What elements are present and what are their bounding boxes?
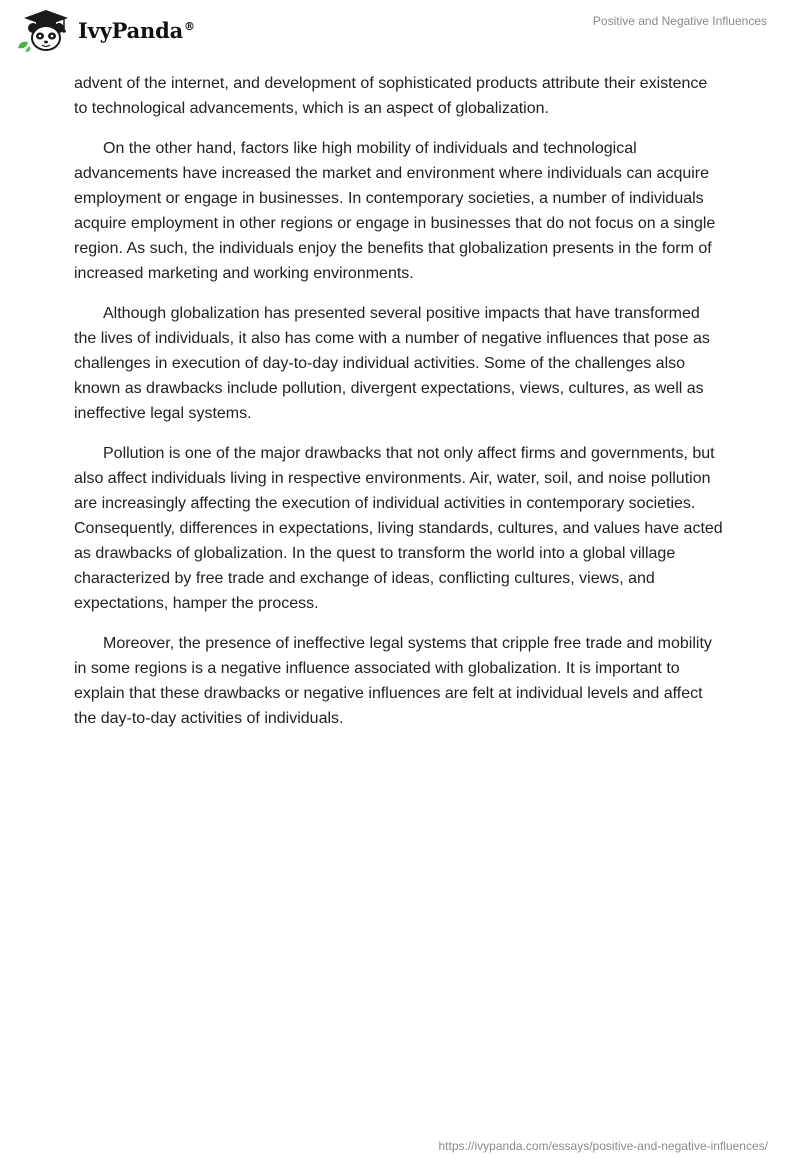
paragraph: On the other hand, factors like high mobility of individuals and technological advancements have increased the market and environment where individuals can acquire employment or engage in businesses. In contemporary societies, a number of individuals acquire employment in other regions or engage in businesses that do not focus on a single region. As such, the individuals enjoy the benefits that globalization presents in the form of increased marketing and working environments. bbox=[74, 140, 716, 282]
source-url[interactable]: https://ivypanda.com/essays/positive-and-negative-influences/ bbox=[438, 1139, 768, 1153]
paragraph: Pollution is one of the major drawbacks that not only affect firms and governments, but also affect individuals living in respective environments. Air, water, soil, and noise pollution are increasingly affecting the execution of individual activities in contemporary societies. Consequently, differences in expectations, living standards, cultures, and values have acted as drawbacks of globalization. In the quest to transform the world into a global village characterized by free trade and exchange of ideas, conflicting cultures, views, and expectations, hamper the process. bbox=[74, 445, 723, 612]
essay-body bbox=[74, 71, 724, 746]
page-header bbox=[0, 0, 800, 70]
logo-wordmark: IvyPanda® bbox=[78, 17, 195, 43]
document-title: Positive and Negative Influences bbox=[592, 14, 767, 28]
paragraph: advent of the internet, and development of sophisticated products attribute their existence to technological advancements, which is an aspect of globalization. bbox=[74, 75, 708, 117]
paragraph: Moreover, the presence of ineffective legal systems that cripple free trade and mobility in some regions is a negative influence associated with globalization. It is important to explain that these drawbacks or negative influences are felt at individual levels and affect the day-to-day activities of individuals. bbox=[74, 635, 712, 727]
paragraph: Although globalization has presented several positive impacts that have transformed the lives of individuals, it also has come with a number of negative influences that pose as challenges in execution of day-to-day individual activities. Some of the challenges also known as drawbacks include pollution, divergent expectations, views, cultures, as well as ineffective legal systems. bbox=[74, 305, 710, 422]
ivypanda-logo[interactable] bbox=[14, 8, 195, 52]
panda-graduate-icon bbox=[14, 8, 72, 52]
